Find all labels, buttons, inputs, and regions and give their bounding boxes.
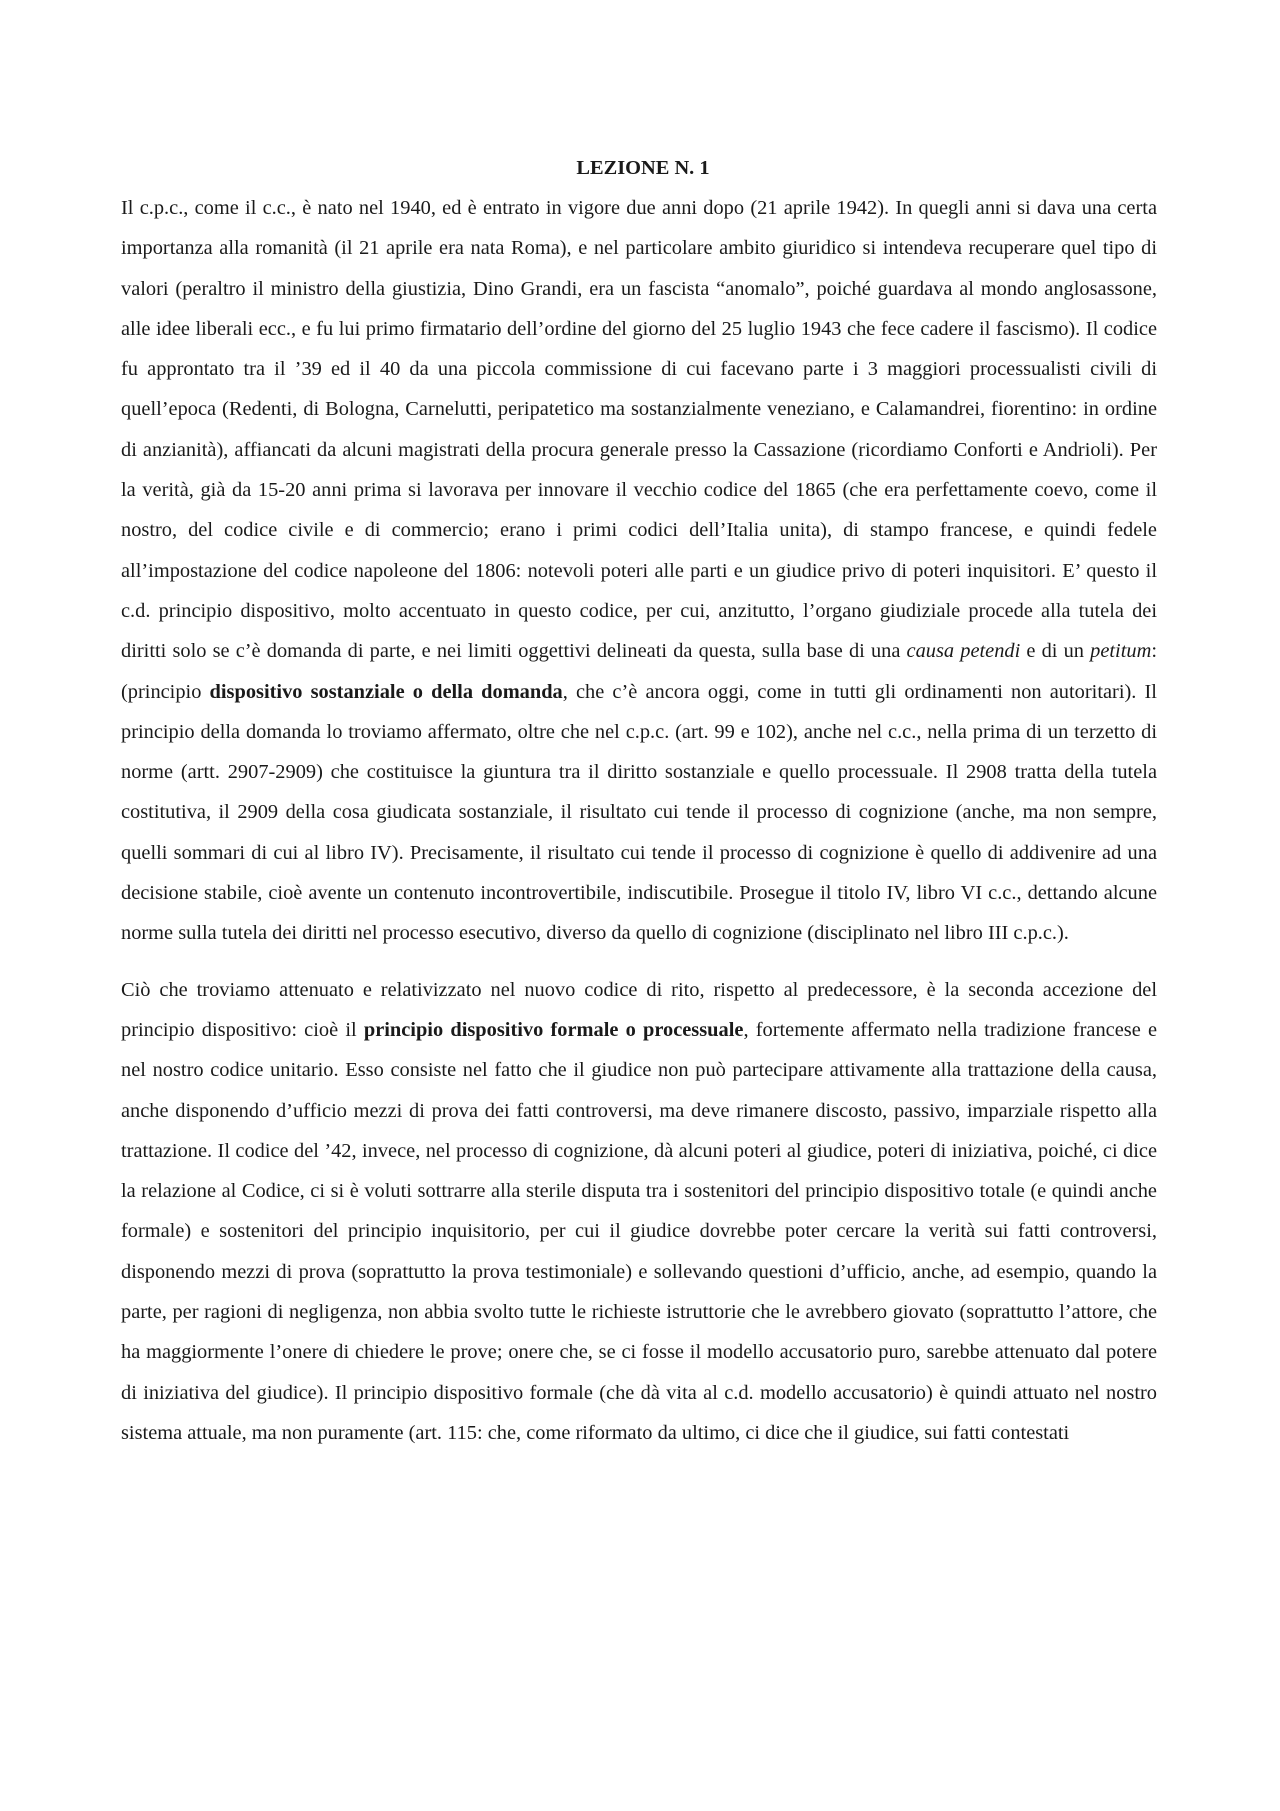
lesson-title: LEZIONE N. 1 — [576, 157, 710, 179]
paragraph-1-text-2: e di un — [1020, 640, 1091, 663]
paragraph-1-text-1: Il c.p.c., come il c.c., è nato nel 1940, ed è entrato in vigore due anni dopo (21 aprile 1942). In quegli anni si dava una certa importanza alla romanità (il 21 aprile era nata Roma), e nel particolare ambito giuridico si intendeva recuperare quel tipo di valori (peraltro il ministro della giustizia, Dino Grandi, era un fascista “anomalo”, poiché guardava al mondo anglosassone, alle idee liberali ecc., e fu lui primo firmatario dell’ordine del giorno del 25 luglio 1943 che fece cadere il fascismo). Il codice fu approntato tra il ’39 ed il 40 da una piccola commissione di cui facevano parte i 3 maggiori processualisti civili di quell’epoca (Redenti, di Bologna, Carnelutti, peripatetico ma sostanzialmente veneziano, e Calamandrei, fiorentino: in ordine di anzianità), affiancati da alcuni magistrati della procura generale presso la Cassazione (ricordiamo Conforti e Andrioli). Per la verità, già da 15-20 anni prima si lavorava per innovare il vecchio codice del 1865 (che era perfettamente coevo, come il nostro, del codice civile e di commercio; erano i primi codici dell’Italia unita), di stampo francese, e quindi fedele all’impostazione del codice napoleone del 1806: notevoli poteri alle parti e un giudice privo di poteri inquisitori. E’ questo il c.d. principio dispositivo, molto accentuato in questo codice, per cui, anzitutto, l’organo giudiziale procede alla tutela dei diritti solo se c’è domanda di parte, e nei limiti oggettivi delineati da questa, sulla base di una — [121, 197, 1157, 663]
term-dispositivo-sostanziale: dispositivo sostanziale o della domanda — [209, 680, 563, 703]
paragraph-2-text-1: Ciò che troviamo attenuato e relativizzato nel nuovo codice di rito, rispetto al predecessore, è la seconda accezione del principio dispositivo: cioè il — [121, 978, 1157, 1041]
term-petitum: petitum — [1090, 640, 1152, 663]
paragraph-1 — [121, 188, 1157, 954]
paragraph-2-text-2: , fortemente affermato nella tradizione francese e nel nostro codice unitario. Esso consiste nel fatto che il giudice non può partecipare attivamente alla trattazione della causa, anche disponendo d’ufficio mezzi di prova dei fatti controversi, ma deve rimanere discosto, passivo, imparziale rispetto alla trattazione. Il codice del ’42, invece, nel processo di cognizione, dà alcuni poteri al giudice, poteri di iniziativa, poiché, ci dice la relazione al Codice, ci si è voluti sottrarre alla sterile disputa tra i sostenitori del principio dispositivo totale (e quindi anche formale) e sostenitori del principio inquisitorio, per cui il giudice dovrebbe poter cercare la verità sui fatti controversi, disponendo mezzi di prova (soprattutto la prova testimoniale) e sollevando questioni d’ufficio, anche, ad esempio, quando la parte, per ragioni di negligenza, non abbia svolto tutte le richieste istruttorie che le avrebbero giovato (soprattutto l’attore, che ha maggiormente l’onere di chiedere le prove; onere che, se ci fosse il modello accusatorio puro, sarebbe attenuato dal potere di iniziativa del giudice). Il principio dispositivo formale (che dà vita al c.d. modello accusatorio) è quindi attuato nel nostro sistema attuale, ma non puramente (art. 115: che, come riformato da ultimo, ci dice che il giudice, sui fatti contestati — [121, 1018, 1157, 1444]
paragraph-1-text-3: : (principio — [121, 640, 1157, 703]
paragraph-1-text-4: , che c’è ancora oggi, come in tutti gli ordinamenti non autoritari). Il principio della domanda lo troviamo affermato, oltre che nel c.p.c. (art. 99 e 102), anche nel c.c., nella prima di un terzetto di norme (artt. 2907-2909) che costituisce la giuntura tra il diritto sostanziale e quello processuale. Il 2908 tratta della tutela costitutiva, il 2909 della cosa giudicata sostanziale, il risultato cui tende il processo di cognizione (anche, ma non sempre, quelli sommari di cui al libro IV). Precisamente, il risultato cui tende il processo di cognizione è quello di addivenire ad una decisione stabile, cioè avente un contenuto incontrovertibile, indiscutibile. Prosegue il titolo IV, libro VI c.c., dettando alcune norme sulla tutela dei diritti nel processo esecutivo, diverso da quello di cognizione (disciplinato nel libro III c.p.c.). — [121, 680, 1157, 945]
document-body — [121, 148, 1157, 1453]
term-causa-petendi: causa petendi — [906, 640, 1021, 663]
term-dispositivo-formale: principio dispositivo formale o processuale — [363, 1018, 744, 1041]
paragraph-2 — [121, 970, 1157, 1454]
